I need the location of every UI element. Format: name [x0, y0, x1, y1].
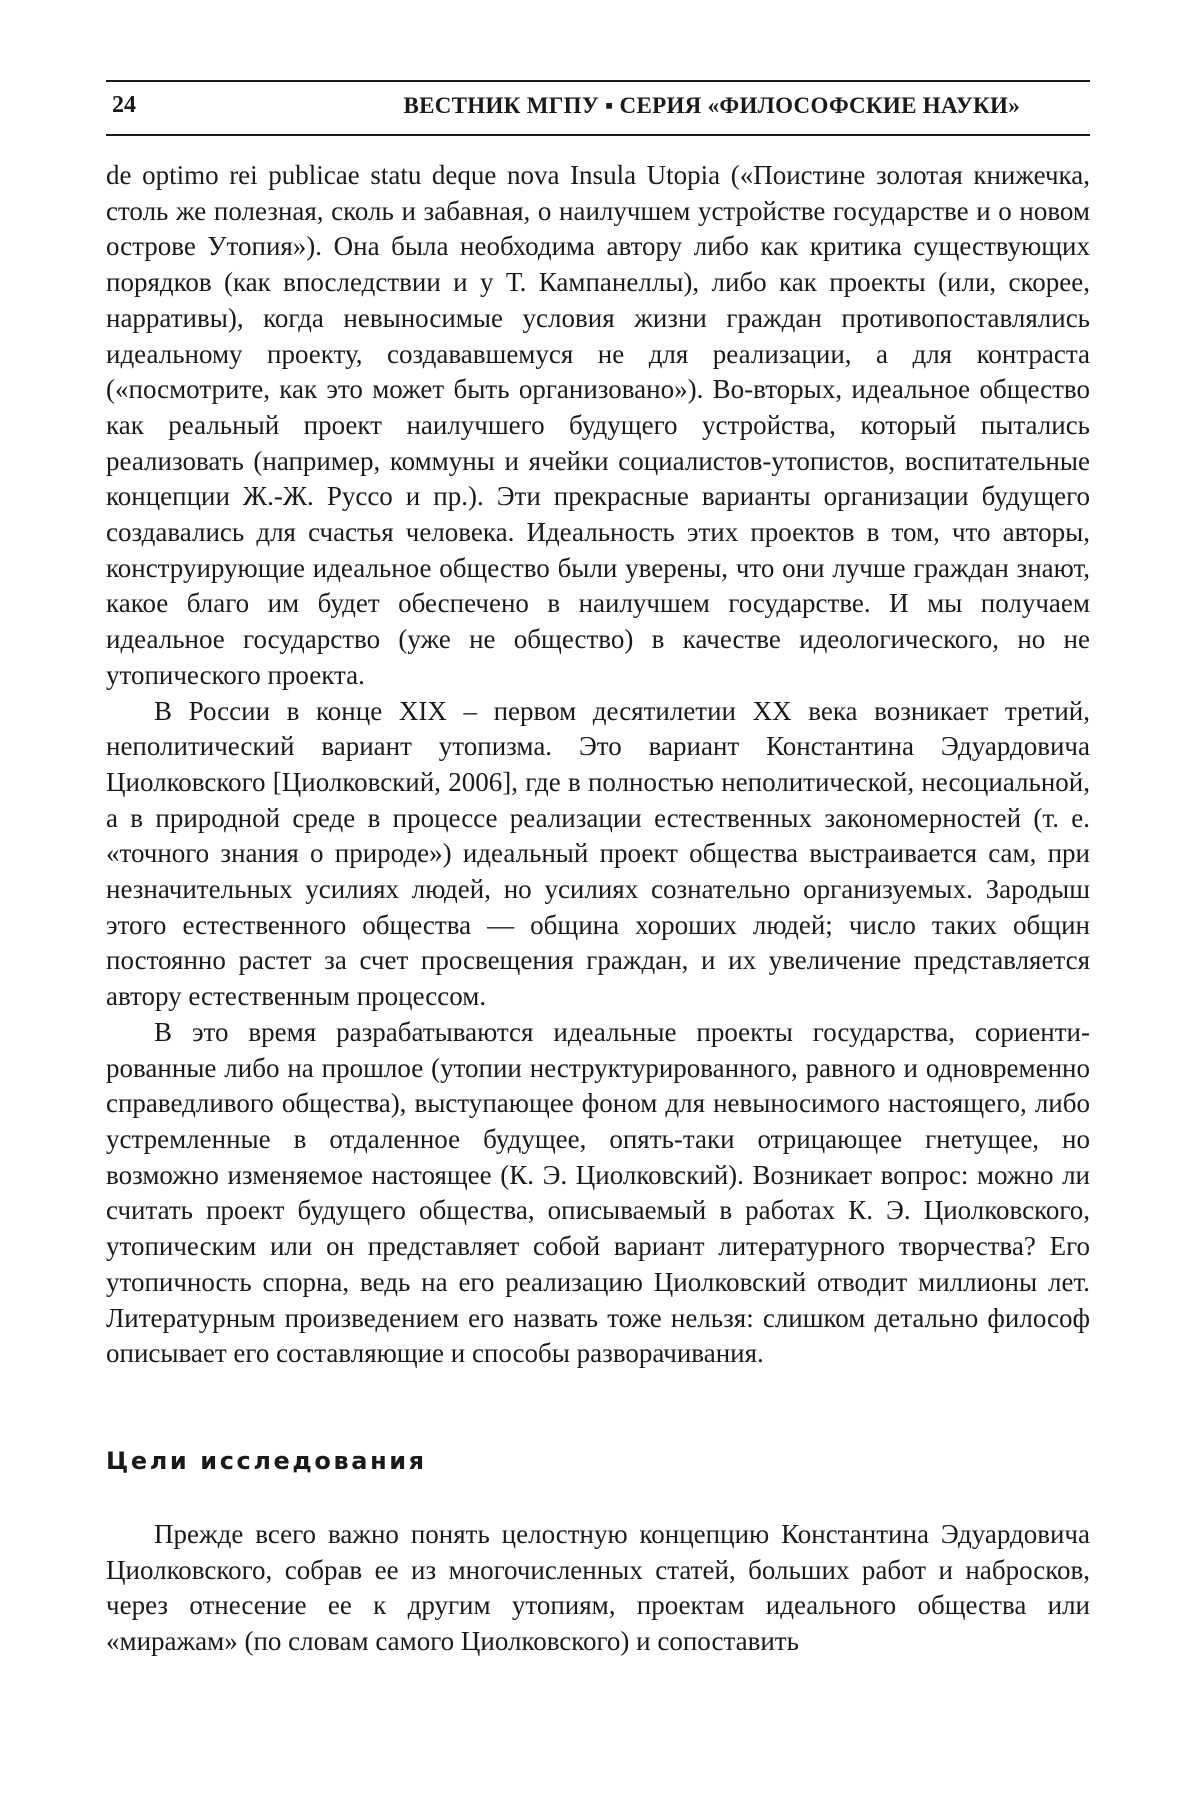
- page-number: 24: [112, 92, 136, 118]
- paragraph: В это время разрабатываются идеальные проекты государства, сориентированные либо на прошлое (утопии неструктурированного, равного и одновременно справедливого общества), выступающее фоном для невыносимого настоящего, либо устремленные в отдаленное будущее, опять-таки отрицающее гнетущее, но возможно изменяемое настоящее (К. Э. Циолковский). Возникает вопрос: можно ли считать проект будущего общества, описываемый в работах К. Э. Циолковского, утопическим или он представляет собой вариант литературного творчества? Его утопичность спорна, ведь на его реализацию Циолковский отводит миллионы лет. Литературным произведением его назвать тоже нельзя: слишком детально философ описывает его составляющие и способы разворачивания.: [106, 1016, 1090, 1369]
- article-body: [106, 158, 1090, 1372]
- section-body: [106, 1517, 1090, 1660]
- paragraph: Прежде всего важно понять целостную концепцию Константина Эдуардовича Циолковского, собрав ее из многочисленных статей, больших работ и набросков, через отнесение ее к другим утопиям, проектам идеального общества или «миражам» (по словам самого Циолковского) и сопоставить: [106, 1518, 1090, 1657]
- running-title: ВЕСТНИК МГПУ ▪ СЕРИЯ «ФИЛОСОФСКИЕ НАУКИ»: [403, 93, 1020, 118]
- paragraph: В России в конце XIX – первом десятилетии XX века возникает третий, неполитический вариант утопизма. Это вариант Константина Эдуардовича Циолковского [Циолковский, 2006], где в полностью неполитической, несоциальной, а в природной среде в процессе реализации естественных закономерностей (т. е. «точного знания о природе») идеальный проект общества выстраивается сам, при незначительных усилиях людей, но усилиях сознательно организуемых. Зародыш этого естественного общества — община хороших людей; число таких общин постоянно растет за счет просвещения граждан, и их увеличение представляется автору естественным процессом.: [106, 695, 1090, 1012]
- section-heading: Цели исследования: [106, 1446, 427, 1475]
- paragraph-continued: de optimo rei publicae statu deque nova Insula Utopia («Поистине золотая книжечка, столь же полезная, сколь и забавная, о наилучшем устройстве государстве и о новом острове Утопия»). Она была необходима автору либо как критика существующих порядков (как впоследствии и у Т. Кампанеллы), либо как проекты (или, скорее, нарративы), когда невыносимые условия жизни граждан противопоставлялись идеальному проекту, создававшемуся не для реализации, а для контраста («посмотрите, как это может быть организовано»). Во-вторых, идеальное общество как реальный проект наилучшего будущего устройства, который пытались реализовать (например, коммуны и ячейки социалистов-утопистов, воспитательные концепции Ж.-Ж. Руссо и пр.). Эти прекрасные варианты организации будущего создавались для счастья человека. Идеальность этих проектов в том, что авторы, конструирующие идеальное общество были уверены, что они лучше граждан знают, какое благо им будет обеспечено в наилучшем государстве. И мы получаем идеальное государство (уже не общество) в качестве идеологического, но не утопического проекта.: [106, 160, 1090, 690]
- page: [106, 80, 1090, 1660]
- running-header: [106, 80, 1090, 136]
